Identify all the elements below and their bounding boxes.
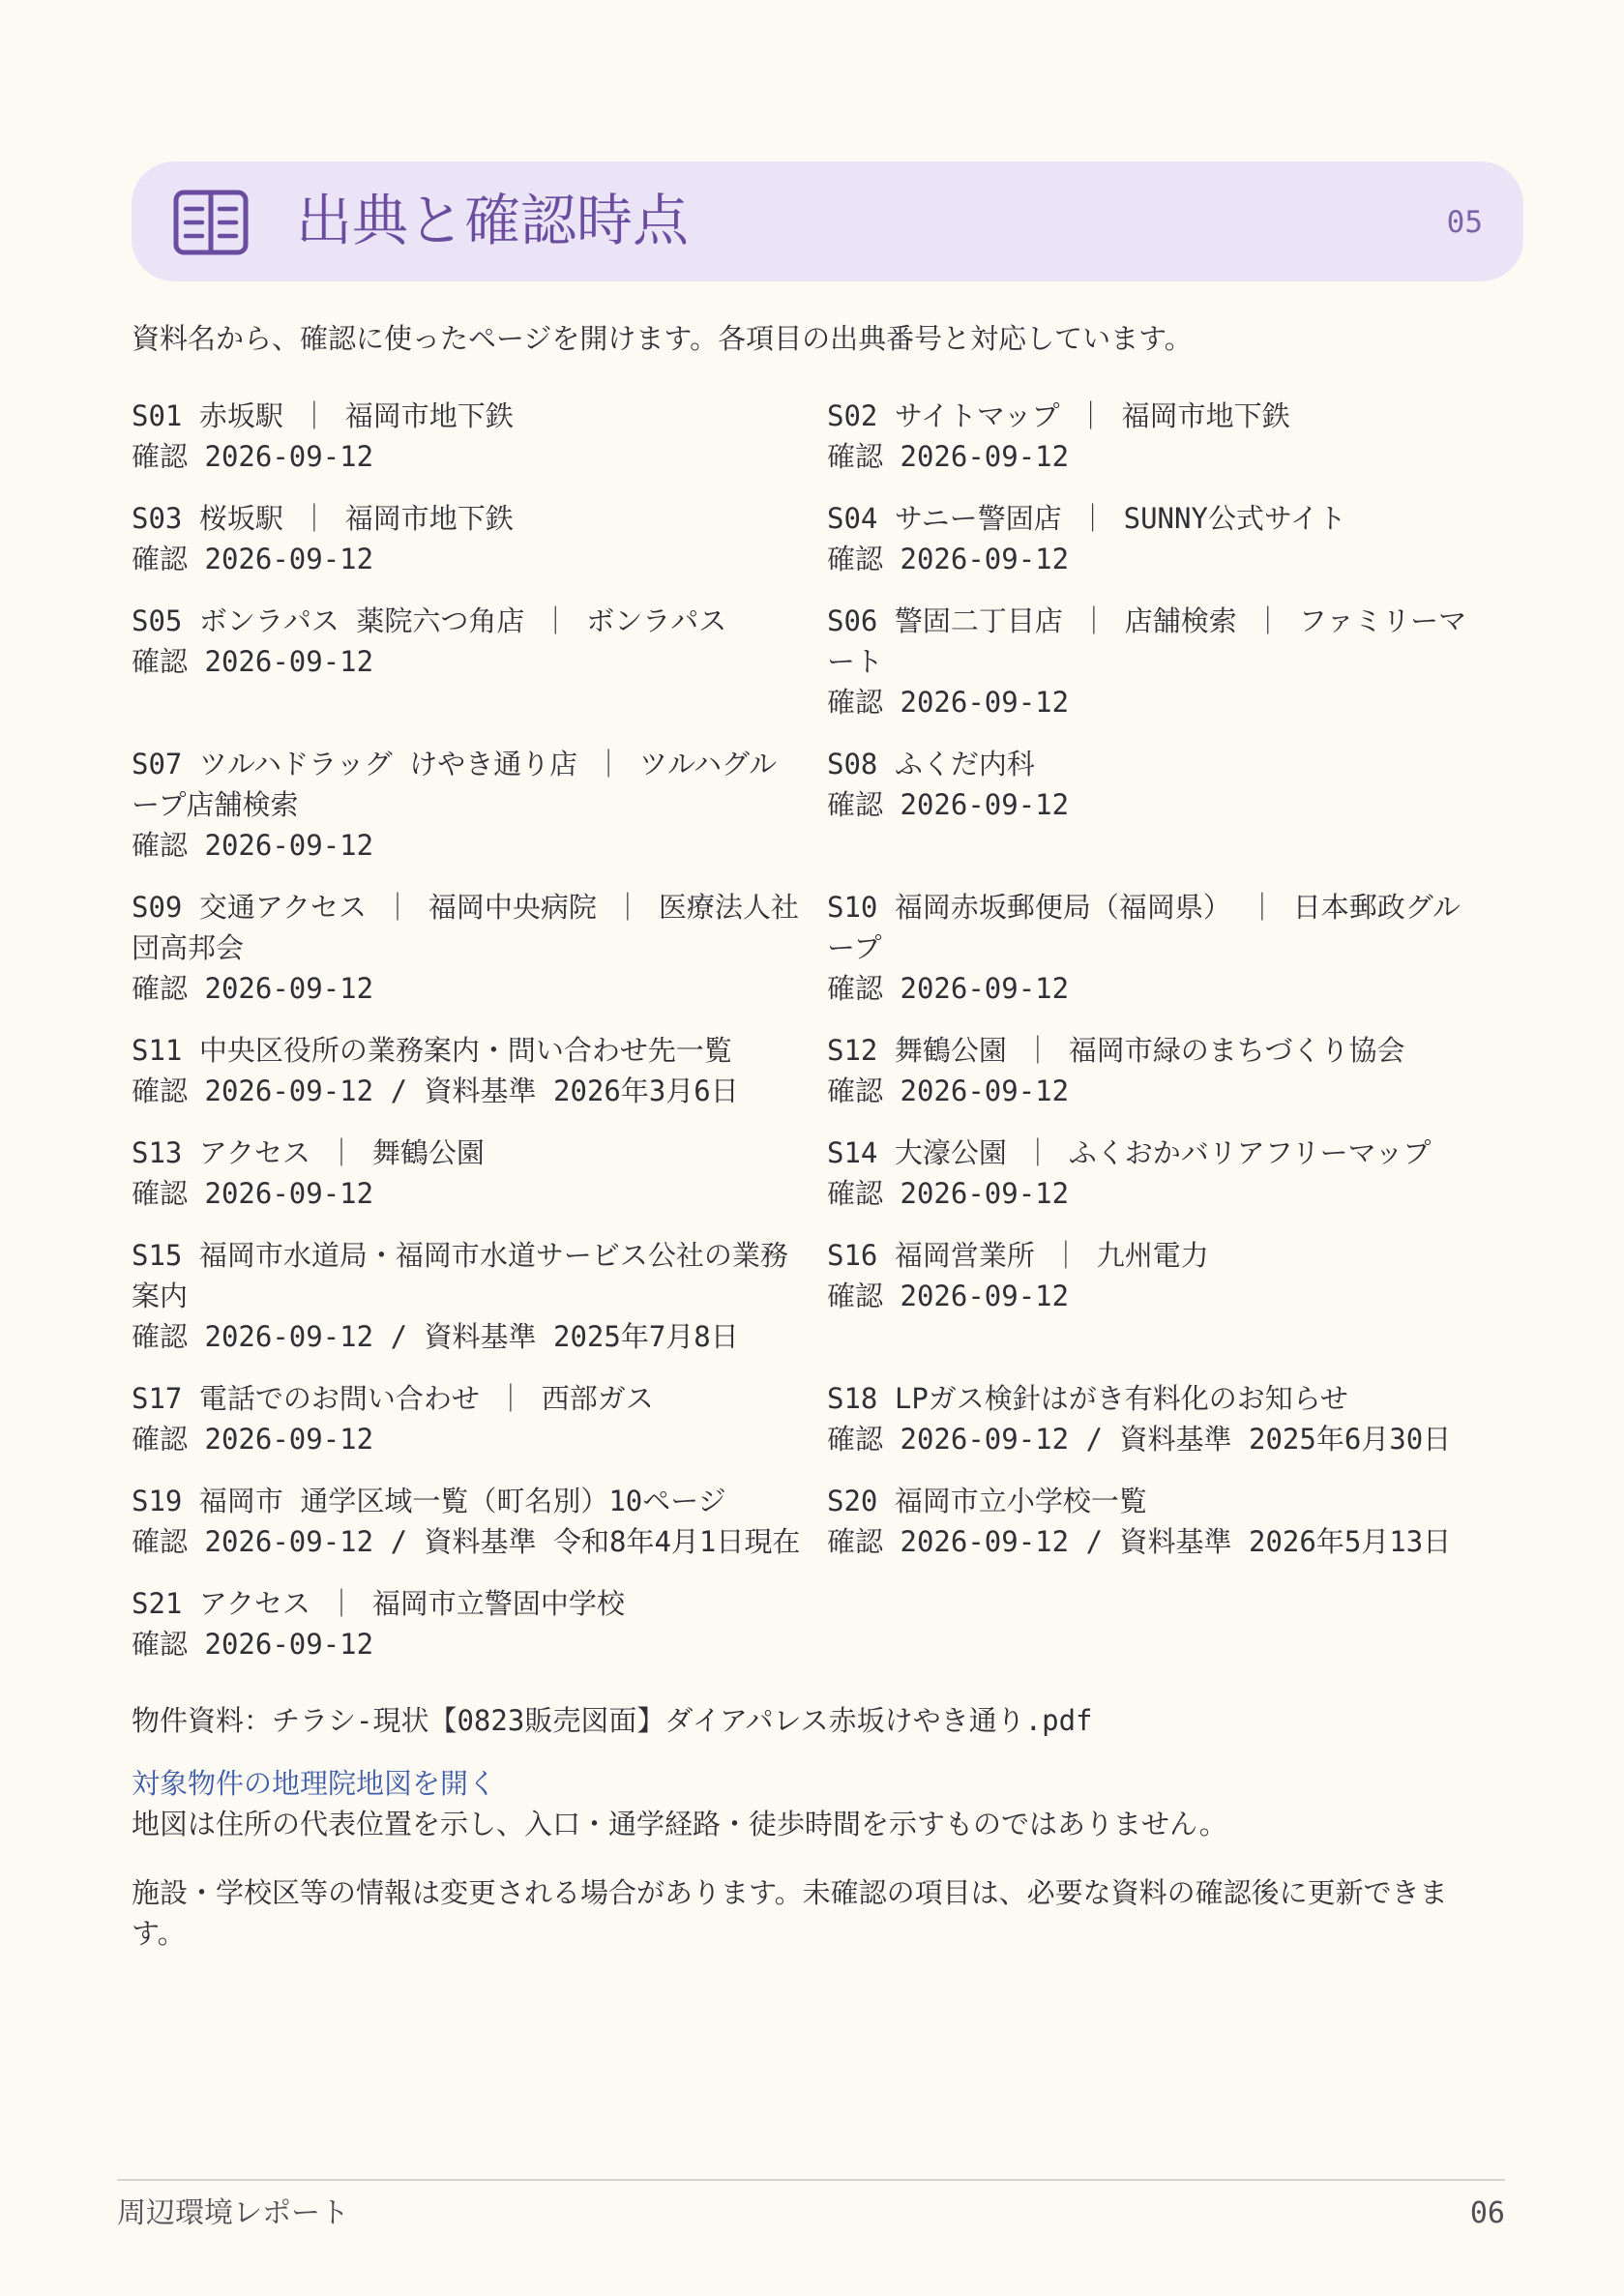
basis-date: 2026年3月6日 bbox=[552, 1074, 739, 1107]
source-confirmation bbox=[132, 968, 803, 1009]
source-confirmation bbox=[132, 1521, 803, 1562]
basis-date: 令和8年4月1日現在 bbox=[552, 1525, 801, 1558]
confirmed-label: 確認 bbox=[132, 972, 189, 1005]
source-link[interactable]: サニー警固店 ｜ SUNNY公式サイト bbox=[894, 502, 1346, 535]
source-item bbox=[827, 887, 1485, 1009]
source-link[interactable]: 福岡赤坂郵便局（福岡県） ｜ 日本郵政グループ bbox=[827, 891, 1461, 964]
basis-date: 2025年7月8日 bbox=[552, 1320, 739, 1353]
source-heading bbox=[132, 887, 803, 968]
source-id: S01 bbox=[132, 399, 183, 432]
source-heading bbox=[132, 744, 803, 825]
confirmed-date: 2026-09-12 bbox=[204, 1423, 374, 1456]
source-item bbox=[132, 744, 803, 866]
sources-section bbox=[132, 396, 1486, 1954]
source-id: S12 bbox=[827, 1034, 878, 1067]
basis-label: 資料基準 bbox=[424, 1074, 537, 1107]
source-link[interactable]: ボンラパス 薬院六つ角店 ｜ ボンラパス bbox=[198, 604, 727, 637]
confirmed-date: 2026-09-12 bbox=[900, 1525, 1070, 1558]
separator: / bbox=[1085, 1423, 1104, 1456]
property-document-file: チラシ-現状【0823販売図面】ダイアパレス赤坂けやき通り.pdf bbox=[272, 1704, 1093, 1737]
source-link[interactable]: 中央区役所の業務案内・問い合わせ先一覧 bbox=[198, 1034, 732, 1067]
source-heading bbox=[827, 744, 1485, 784]
source-item bbox=[827, 1133, 1485, 1214]
confirmed-label: 確認 bbox=[132, 1525, 189, 1558]
confirmed-label: 確認 bbox=[827, 543, 884, 575]
source-confirmation bbox=[132, 436, 803, 477]
confirmed-label: 確認 bbox=[132, 1423, 189, 1456]
confirmed-date: 2026-09-12 bbox=[900, 543, 1070, 575]
source-heading bbox=[827, 396, 1485, 436]
source-heading bbox=[132, 1583, 803, 1624]
source-heading bbox=[827, 1378, 1485, 1419]
source-id: S05 bbox=[132, 604, 183, 637]
basis-label: 資料基準 bbox=[424, 1525, 537, 1558]
source-item bbox=[827, 498, 1485, 579]
basis-label: 資料基準 bbox=[424, 1320, 537, 1353]
source-heading bbox=[132, 1030, 803, 1071]
confirmed-label: 確認 bbox=[827, 1177, 884, 1210]
source-id: S08 bbox=[827, 748, 878, 780]
source-id: S07 bbox=[132, 748, 183, 780]
source-link[interactable]: ツルハドラッグ けやき通り店 ｜ ツルハグループ店舗検索 bbox=[132, 748, 778, 821]
confirmed-date: 2026-09-12 bbox=[204, 829, 374, 862]
source-id: S10 bbox=[827, 891, 878, 924]
source-id: S17 bbox=[132, 1382, 183, 1415]
confirmed-label: 確認 bbox=[132, 1628, 189, 1661]
confirmed-label: 確認 bbox=[132, 645, 189, 678]
source-confirmation bbox=[827, 1071, 1485, 1111]
confirmed-label: 確認 bbox=[827, 972, 884, 1005]
map-link[interactable]: 対象物件の地理院地図を開く bbox=[132, 1767, 497, 1800]
source-link[interactable]: アクセス ｜ 福岡市立警固中学校 bbox=[198, 1587, 625, 1620]
source-item bbox=[132, 601, 803, 722]
source-confirmation bbox=[827, 784, 1485, 825]
source-link[interactable]: ふくだ内科 bbox=[894, 748, 1035, 780]
source-item bbox=[132, 396, 803, 477]
source-heading bbox=[132, 1235, 803, 1316]
source-confirmation bbox=[132, 1419, 803, 1459]
confirmed-label: 確認 bbox=[132, 543, 189, 575]
source-confirmation bbox=[132, 825, 803, 866]
source-confirmation bbox=[827, 682, 1485, 722]
source-link[interactable]: 警固二丁目店 ｜ 店舗検索 ｜ ファミリーマート bbox=[827, 604, 1467, 678]
source-id: S14 bbox=[827, 1136, 878, 1169]
section-number: 05 bbox=[1446, 205, 1483, 240]
confirmed-date: 2026-09-12 bbox=[204, 1628, 374, 1661]
source-heading bbox=[827, 601, 1485, 682]
confirmed-date: 2026-09-12 bbox=[204, 645, 374, 678]
source-link[interactable]: 桜坂駅 ｜ 福岡市地下鉄 bbox=[198, 502, 514, 535]
source-confirmation bbox=[827, 1419, 1485, 1459]
confirmed-date: 2026-09-12 bbox=[900, 440, 1070, 473]
source-confirmation bbox=[827, 1276, 1485, 1316]
basis-date: 2026年5月13日 bbox=[1248, 1525, 1452, 1558]
footer-divider bbox=[117, 2179, 1505, 2181]
source-confirmation bbox=[827, 968, 1485, 1009]
source-link[interactable]: 電話でのお問い合わせ ｜ 西部ガス bbox=[198, 1382, 654, 1415]
source-id: S19 bbox=[132, 1485, 183, 1517]
source-heading bbox=[132, 396, 803, 436]
source-heading bbox=[132, 1481, 803, 1521]
source-confirmation bbox=[132, 539, 803, 579]
confirmed-date: 2026-09-12 bbox=[900, 1074, 1070, 1107]
confirmed-date: 2026-09-12 bbox=[204, 1177, 374, 1210]
confirmed-label: 確認 bbox=[827, 440, 884, 473]
confirmed-label: 確認 bbox=[132, 440, 189, 473]
source-heading bbox=[827, 1481, 1485, 1521]
source-heading bbox=[827, 887, 1485, 968]
source-heading bbox=[827, 1030, 1485, 1071]
confirmed-label: 確認 bbox=[827, 1423, 884, 1456]
source-id: S03 bbox=[132, 502, 183, 535]
source-heading bbox=[827, 1235, 1485, 1276]
source-link[interactable]: サイトマップ ｜ 福岡市地下鉄 bbox=[894, 399, 1290, 432]
confirmed-date: 2026-09-12 bbox=[900, 1177, 1070, 1210]
confirmed-date: 2026-09-12 bbox=[900, 972, 1070, 1005]
confirmed-date: 2026-09-12 bbox=[204, 440, 374, 473]
source-item bbox=[827, 1378, 1485, 1459]
confirmed-date: 2026-09-12 bbox=[204, 543, 374, 575]
source-id: S21 bbox=[132, 1587, 183, 1620]
source-heading bbox=[132, 601, 803, 641]
source-item bbox=[132, 1583, 803, 1664]
source-id: S13 bbox=[132, 1136, 183, 1169]
source-confirmation bbox=[132, 1071, 803, 1111]
source-heading bbox=[827, 1133, 1485, 1173]
source-link[interactable]: LPガス検針はがき有料化のお知らせ bbox=[894, 1382, 1348, 1415]
confirmed-label: 確認 bbox=[827, 1280, 884, 1312]
confirmed-date: 2026-09-12 bbox=[900, 1423, 1070, 1456]
source-confirmation bbox=[827, 436, 1485, 477]
source-id: S16 bbox=[827, 1239, 878, 1272]
source-id: S15 bbox=[132, 1239, 183, 1272]
source-item bbox=[132, 1235, 803, 1357]
source-item bbox=[827, 1481, 1485, 1562]
source-item bbox=[132, 1378, 803, 1459]
source-id: S06 bbox=[827, 604, 878, 637]
source-confirmation bbox=[132, 641, 803, 682]
confirmed-label: 確認 bbox=[827, 1525, 884, 1558]
source-heading bbox=[827, 498, 1485, 539]
source-heading bbox=[132, 1133, 803, 1173]
source-link[interactable]: 交通アクセス ｜ 福岡中央病院 ｜ 医療法人社団高邦会 bbox=[132, 891, 799, 964]
source-link[interactable]: 福岡市水道局・福岡市水道サービス公社の業務案内 bbox=[132, 1239, 788, 1312]
source-item bbox=[827, 601, 1485, 722]
source-id: S18 bbox=[827, 1382, 878, 1415]
sources-grid bbox=[132, 396, 1486, 1664]
source-item bbox=[827, 1030, 1485, 1111]
update-notice: 施設・学校区等の情報は変更される場合があります。未確認の項目は、必要な資料の確認後に更新できます。 bbox=[132, 1876, 1448, 1950]
confirmed-date: 2026-09-12 bbox=[900, 1280, 1070, 1312]
source-link[interactable]: 大濠公園 ｜ ふくおかバリアフリーマップ bbox=[894, 1136, 1432, 1169]
source-id: S02 bbox=[827, 399, 878, 432]
confirmed-label: 確認 bbox=[132, 1074, 189, 1107]
source-id: S20 bbox=[827, 1485, 878, 1517]
source-id: S09 bbox=[132, 891, 183, 924]
source-link[interactable]: 福岡市 通学区域一覧（町名別）10ページ bbox=[198, 1485, 726, 1517]
confirmed-date: 2026-09-12 bbox=[900, 788, 1070, 821]
separator: / bbox=[390, 1525, 408, 1558]
separator: / bbox=[390, 1074, 408, 1107]
confirmed-label: 確認 bbox=[132, 1320, 189, 1353]
confirmed-date: 2026-09-12 bbox=[204, 972, 374, 1005]
source-confirmation bbox=[132, 1173, 803, 1214]
confirmed-date: 2026-09-12 bbox=[204, 1525, 374, 1558]
intro-text: 資料名から、確認に使ったページを開けます。各項目の出典番号と対応しています。 bbox=[132, 322, 1193, 355]
property-document bbox=[132, 1700, 1486, 1741]
source-confirmation bbox=[827, 539, 1485, 579]
source-id: S04 bbox=[827, 502, 878, 535]
source-heading bbox=[132, 498, 803, 539]
source-item bbox=[132, 1030, 803, 1111]
source-confirmation bbox=[827, 1173, 1485, 1214]
property-document-label: 物件資料： bbox=[132, 1704, 273, 1737]
basis-date: 2025年6月30日 bbox=[1248, 1423, 1452, 1456]
source-link[interactable]: 福岡市立小学校一覧 bbox=[894, 1485, 1147, 1517]
source-item bbox=[132, 887, 803, 1009]
source-link[interactable]: 舞鶴公園 ｜ 福岡市緑のまちづくり協会 bbox=[894, 1034, 1405, 1067]
source-link[interactable]: 赤坂駅 ｜ 福岡市地下鉄 bbox=[198, 399, 514, 432]
source-confirmation bbox=[132, 1316, 803, 1357]
confirmed-date: 2026-09-12 bbox=[204, 1320, 374, 1353]
separator: / bbox=[390, 1320, 408, 1353]
source-link[interactable]: 福岡営業所 ｜ 九州電力 bbox=[894, 1239, 1209, 1272]
source-item bbox=[827, 744, 1485, 866]
notes bbox=[132, 1700, 1486, 1954]
source-confirmation bbox=[827, 1521, 1485, 1562]
confirmed-label: 確認 bbox=[132, 1177, 189, 1210]
confirmed-label: 確認 bbox=[132, 829, 189, 862]
footer-report-title: 周辺環境レポート bbox=[117, 2196, 349, 2230]
map-disclaimer: 地図は住所の代表位置を示し、入口・通学経路・徒歩時間を示すものではありません。 bbox=[132, 1808, 1227, 1840]
source-item bbox=[132, 1133, 803, 1214]
source-confirmation bbox=[132, 1624, 803, 1664]
confirmed-date: 2026-09-12 bbox=[204, 1074, 374, 1107]
confirmed-label: 確認 bbox=[827, 1074, 884, 1107]
basis-label: 資料基準 bbox=[1119, 1525, 1232, 1558]
section-title: 出典と確認時点 bbox=[296, 188, 690, 253]
source-item bbox=[827, 396, 1485, 477]
source-heading bbox=[132, 1378, 803, 1419]
confirmed-label: 確認 bbox=[827, 788, 884, 821]
source-id: S11 bbox=[132, 1034, 183, 1067]
source-item bbox=[132, 1481, 803, 1562]
separator: / bbox=[1085, 1525, 1104, 1558]
source-item bbox=[827, 1235, 1485, 1357]
confirmed-date: 2026-09-12 bbox=[900, 686, 1070, 719]
source-link[interactable]: アクセス ｜ 舞鶴公園 bbox=[198, 1136, 485, 1169]
footer-page-number: 06 bbox=[1469, 2196, 1505, 2230]
confirmed-label: 確認 bbox=[827, 686, 884, 719]
source-item bbox=[132, 498, 803, 579]
basis-label: 資料基準 bbox=[1119, 1423, 1232, 1456]
book-icon bbox=[173, 190, 249, 255]
section-header bbox=[132, 162, 1523, 281]
